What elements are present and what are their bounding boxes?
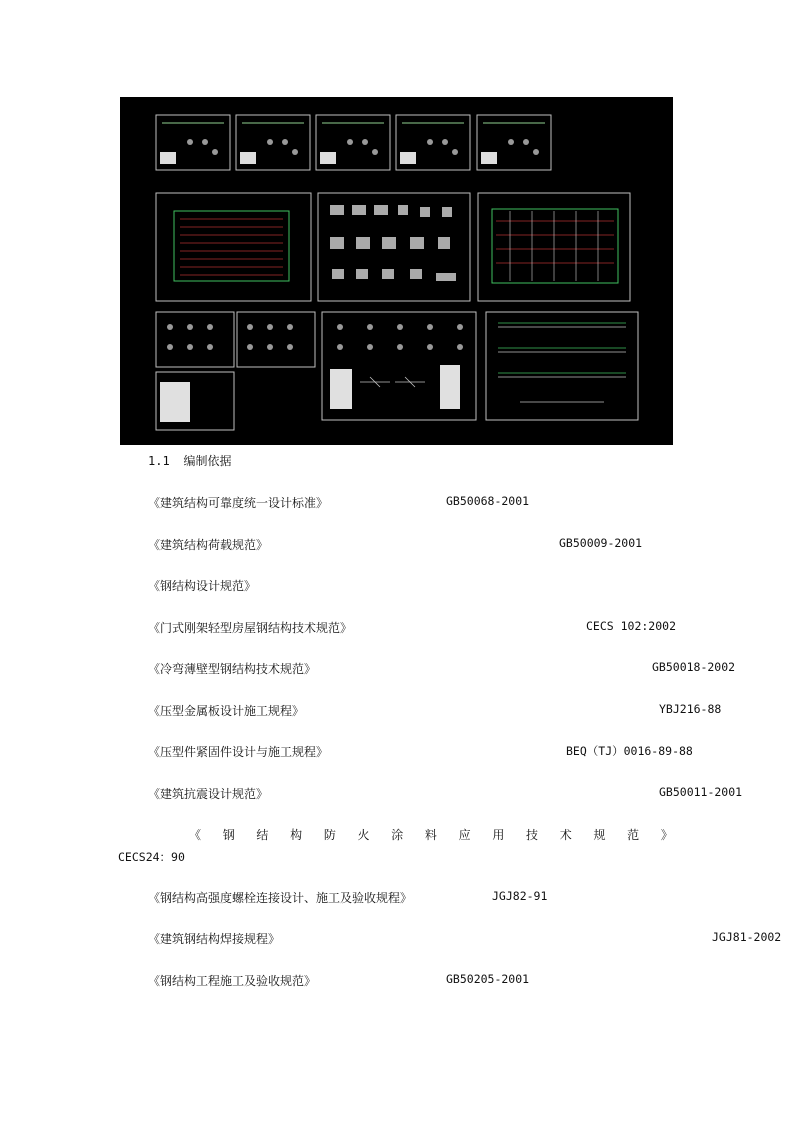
- char: 料: [424, 828, 437, 842]
- char: 应: [458, 828, 471, 842]
- cad-drawings-svg: [120, 97, 673, 445]
- char: 涂: [391, 828, 404, 842]
- cad-drawings-image: [120, 97, 673, 445]
- standard-name: 《建筑结构可靠度统一设计标准》: [148, 496, 329, 510]
- section-number: 1.1: [148, 454, 170, 468]
- standard-name: 《冷弯薄壁型钢结构技术规范》: [148, 662, 317, 676]
- char: 钢: [222, 828, 235, 842]
- spaced-standard-name: [189, 826, 673, 843]
- standard-row: [0, 494, 794, 512]
- standard-code: GB50011-2001: [659, 785, 743, 799]
- char: 火: [357, 828, 370, 842]
- char: 技: [526, 828, 539, 842]
- char: 规: [593, 828, 606, 842]
- standard-row: [0, 577, 794, 595]
- standard-name: 《钢结构设计规范》: [148, 579, 257, 593]
- section-heading: [148, 452, 232, 469]
- standard-row: [0, 930, 794, 948]
- section-title: 编制依据: [183, 454, 232, 468]
- standard-row: [0, 536, 794, 554]
- standard-code: GB50018-2002: [652, 660, 736, 674]
- standard-row: [0, 785, 794, 803]
- standard-name: 《压型件紧固件设计与施工规程》: [148, 745, 329, 759]
- standard-code: JGJ82-91: [492, 889, 548, 903]
- char: 构: [290, 828, 303, 842]
- standard-code: BEQ（TJ）0016-89-88: [566, 744, 693, 758]
- standard-code: GB50009-2001: [559, 536, 643, 550]
- char: 《: [189, 828, 202, 842]
- char: 范: [627, 828, 640, 842]
- standard-row: [0, 972, 794, 990]
- char: 术: [559, 828, 572, 842]
- standard-name: 《钢结构工程施工及验收规范》: [148, 974, 317, 988]
- char: 》: [660, 828, 673, 842]
- standard-row: [0, 702, 794, 720]
- standard-name: 《建筑钢结构焊接规程》: [148, 932, 281, 946]
- char: 防: [323, 828, 336, 842]
- spaced-standard-code: CECS24：90: [118, 850, 185, 864]
- standard-code: GB50068-2001: [446, 494, 530, 508]
- standard-row: [0, 660, 794, 678]
- standard-name: 《建筑抗震设计规范》: [148, 787, 269, 801]
- standard-name: 《钢结构高强度螺栓连接设计、施工及验收规程》: [148, 891, 413, 905]
- standard-name: 《压型金属板设计施工规程》: [148, 704, 305, 718]
- char: 用: [492, 828, 505, 842]
- standard-code: CECS 102:2002: [586, 619, 677, 633]
- standard-row: [0, 619, 794, 637]
- standard-name: 《建筑结构荷载规范》: [148, 538, 269, 552]
- standard-row: [0, 743, 794, 761]
- standard-code: YBJ216-88: [659, 702, 722, 716]
- standard-code: JGJ81-2002: [712, 930, 782, 944]
- char: 结: [256, 828, 269, 842]
- standard-row: [0, 889, 794, 907]
- standard-code: GB50205-2001: [446, 972, 530, 986]
- standard-name: 《门式刚架轻型房屋钢结构技术规范》: [148, 621, 353, 635]
